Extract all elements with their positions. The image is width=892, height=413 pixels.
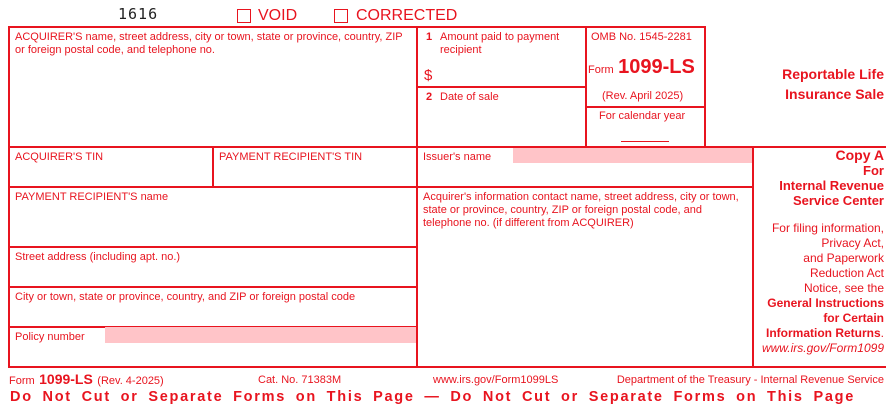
issuers-name-field[interactable]: [513, 148, 752, 163]
title-insurance-sale: Insurance Sale: [785, 86, 884, 102]
title-reportable-life: Reportable Life: [782, 66, 884, 82]
filing-line5: Notice, see the: [803, 281, 884, 295]
box2-number: 2: [426, 91, 433, 103]
street-address-label: Street address (including apt. no.): [15, 251, 181, 263]
irs-line1: Internal Revenue: [779, 178, 884, 193]
box1-amount-field[interactable]: [436, 60, 582, 84]
irs-line2: Service Center: [792, 193, 884, 208]
irs-url[interactable]: www.irs.gov/Form1099: [761, 341, 884, 355]
dollar-sign: $: [424, 67, 433, 84]
payment-recipient-tin-label: PAYMENT RECIPIENT'S TIN: [219, 151, 363, 163]
for-label: For: [863, 163, 884, 178]
footer-form-prefix: Form: [9, 375, 35, 387]
corrected-checkbox[interactable]: [334, 9, 348, 23]
footer-form-number: 1099-LS: [39, 371, 93, 387]
general-line3: Information Returns: [765, 326, 881, 340]
issuers-name-label: Issuer's name: [423, 151, 492, 163]
acquirer-contact-label: Acquirer's information contact name, street address, city or town, state or province, country, ZIP or foreign postal code, and telephone no. (if different from ACQUIRER): [423, 191, 739, 229]
box1-label: Amount paid to payment recipient: [440, 31, 560, 56]
filing-line3: and Paperwork: [803, 251, 884, 265]
acquirer-tin-label: ACQUIRER'S TIN: [15, 151, 104, 163]
payment-recipient-name-label: PAYMENT RECIPIENT'S name: [15, 191, 169, 203]
form-title: [588, 56, 695, 79]
footer-url[interactable]: www.irs.gov/Form1099LS: [433, 374, 559, 386]
filing-line4: Reduction Act: [809, 266, 884, 280]
box2-label: Date of sale: [440, 91, 499, 103]
form-code: 1616: [118, 5, 159, 23]
period: .: [880, 326, 884, 340]
void-label: VOID: [258, 7, 298, 24]
corrected-label: CORRECTED: [356, 7, 458, 24]
acquirer-name-label: ACQUIRER'S name, street address, city or town, state or province, country, ZIP or foreign postal code, and telephone no.: [15, 31, 403, 56]
footer-revision: (Rev. 4-2025): [97, 375, 164, 387]
copy-a-panel: [754, 147, 884, 356]
calendar-year-label: For calendar year: [599, 110, 686, 122]
general-line2: for Certain: [823, 311, 884, 325]
do-not-cut-warning: Do Not Cut or Separate Forms on This Page — Do Not Cut or Separate Forms on This Page: [10, 389, 855, 405]
form-number: 1099-LS: [618, 56, 695, 78]
catalog-number: Cat. No. 71383M: [258, 374, 342, 386]
form-prefix: Form: [588, 64, 614, 76]
department-label: Department of the Treasury - Internal Revenue Service: [616, 374, 884, 386]
void-checkbox[interactable]: [237, 9, 251, 23]
city-label: City or town, state or province, country, and ZIP or foreign postal code: [15, 291, 356, 303]
policy-number-field[interactable]: [105, 327, 416, 343]
form-revision: (Rev. April 2025): [602, 90, 684, 102]
general-line1: General Instructions: [767, 296, 884, 310]
filing-line2: Privacy Act,: [821, 236, 884, 250]
footer-form-id: [9, 371, 164, 389]
copy-a-label: Copy A: [835, 147, 884, 163]
box1-number: 1: [426, 31, 433, 43]
policy-number-label: Policy number: [15, 331, 85, 343]
omb-number: OMB No. 1545-2281: [591, 31, 692, 43]
calendar-year-field[interactable]: [621, 141, 669, 142]
box2-date-field[interactable]: [420, 106, 582, 144]
filing-line1: For filing information,: [771, 221, 884, 235]
